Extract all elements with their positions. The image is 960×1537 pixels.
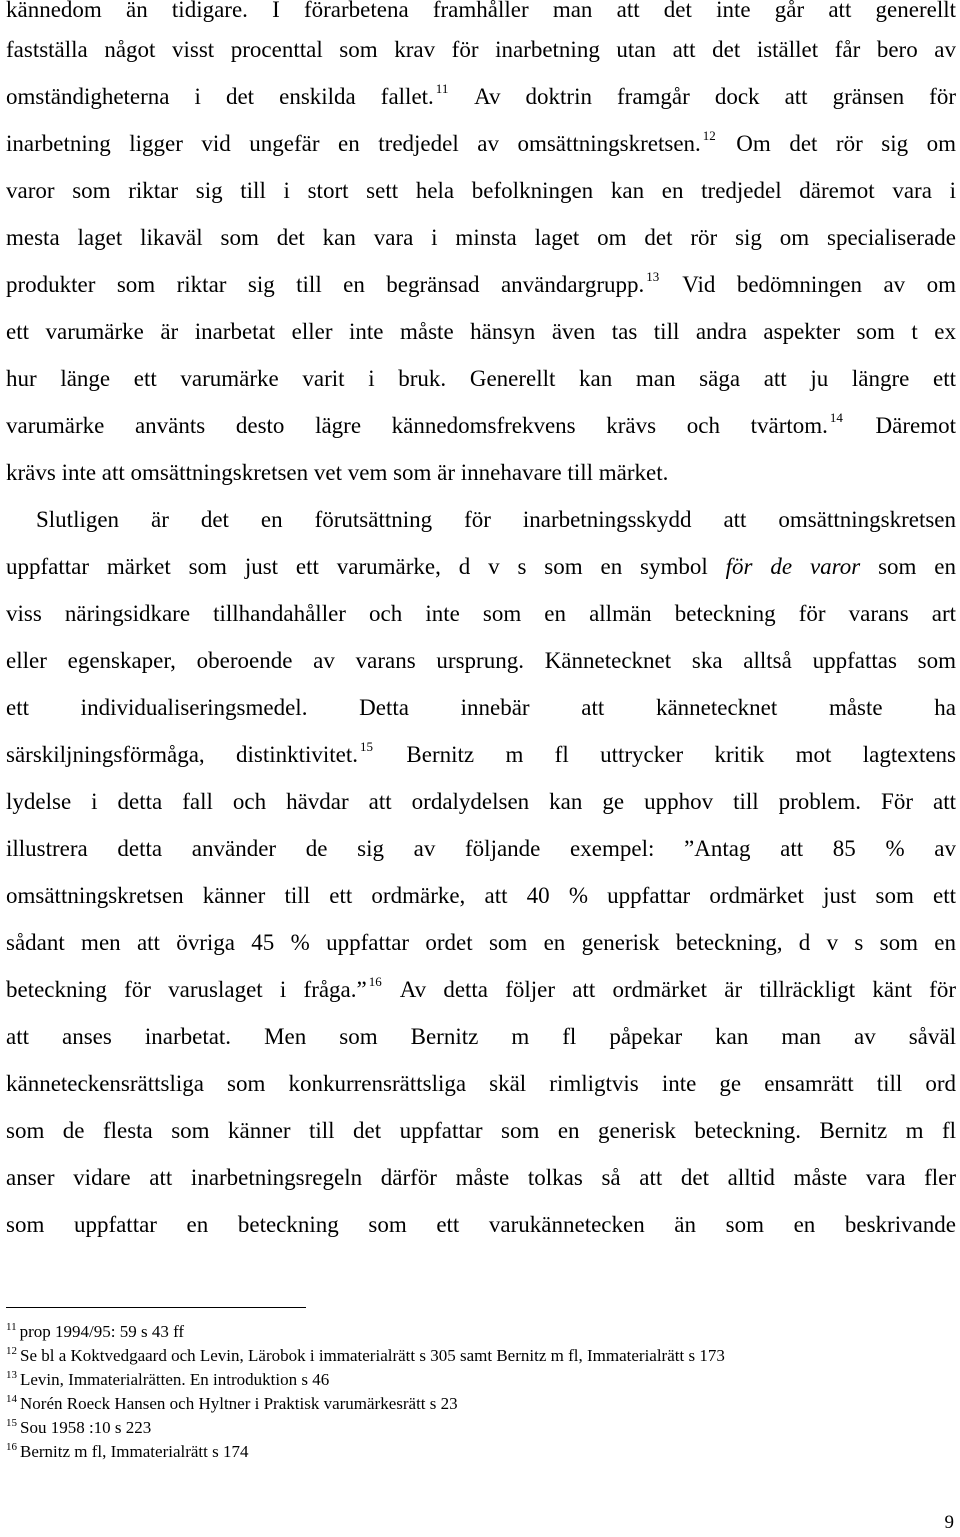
text-line: viss näringsidkare tillhandahåller och inte som en allmän beteckning för varans art	[6, 601, 956, 626]
text-line: uppfattar märket som just ett varumärke, d v s som en symbol för de varor som en	[6, 554, 956, 579]
footnote-ref-14[interactable]: 14	[829, 410, 843, 425]
body-text	[6, 0, 956, 1248]
text-line: ett individualiseringsmedel. Detta innebär att kännetecknet måste ha	[6, 695, 956, 720]
text-line: anser vidare att inarbetningsregeln därför måste tolkas så att det alltid måste vara fler	[6, 1165, 956, 1190]
text-line: som uppfattar en beteckning som ett varukännetecken än som en beskrivande	[6, 1212, 956, 1237]
footnotes	[6, 1320, 956, 1464]
footnote-separator	[6, 1307, 306, 1308]
footnote-text: Norén Roeck Hansen och Hyltner i Praktisk varumärkesrätt s 23	[20, 1394, 458, 1413]
footnote-number: 15	[6, 1417, 17, 1429]
paragraph-2	[6, 496, 956, 1248]
text-line: ett varumärke är inarbetat eller inte måste hänsyn även tas till andra aspekter som t ex	[6, 319, 956, 344]
text-line: sådant men att övriga 45 % uppfattar ordet som en generisk beteckning, d v s som en	[6, 930, 956, 955]
footnote-ref-11[interactable]: 11	[435, 81, 449, 96]
footnote-item	[6, 1320, 956, 1344]
text-line: att anses inarbetat. Men som Bernitz m fl påpekar kan man av såväl	[6, 1024, 956, 1049]
footnote-item	[6, 1368, 956, 1392]
text-line: fastställa något visst procenttal som krav för inarbetning utan att det istället får bero av	[6, 37, 956, 62]
text-line: inarbetning ligger vid ungefär en tredjedel av omsättningskretsen. $^{12}$ Om det rör sig om	[6, 128, 956, 156]
footnote-ref-16[interactable]: 16	[368, 974, 382, 989]
text-line: hur länge ett varumärke varit i bruk. Generellt kan man säga att ju längre ett	[6, 366, 956, 391]
text-line: som de flesta som känner till det uppfattar som en generisk beteckning. Bernitz m fl	[6, 1118, 956, 1143]
footnote-number: 14	[6, 1393, 17, 1405]
footnote-number: 11	[6, 1321, 17, 1333]
text-line: beteckning för varuslaget i fråga.” $^{16}$ Av detta följer att ordmärket är tillräckligt känt för	[6, 974, 957, 1002]
footnote-text: Bernitz m fl, Immaterialrätt s 174	[20, 1442, 249, 1461]
footnote-text: prop 1994/95: 59 s 43 ff	[19, 1322, 185, 1341]
text-line: krävs inte att omsättningskretsen vet vem som är innehavare till märket.	[6, 460, 669, 485]
footnote-number: 12	[6, 1345, 17, 1357]
text-line: eller egenskaper, oberoende av varans ursprung. Kännetecknet ska alltså uppfattas som	[6, 648, 956, 673]
text-line: varumärke använts desto lägre kännedomsfrekvens krävs och tvärtom. $^{14}$ Däremot	[6, 410, 957, 438]
text-line: varor som riktar sig till i stort sett hela befolkningen kan en tredjedel däremot vara i	[6, 178, 956, 203]
text-line: känneteckensrättsliga som konkurrensrättsliga skäl rimligtvis inte ge ensamrätt till ord	[6, 1071, 956, 1096]
text-line: mesta laget likaväl som det kan vara i minsta laget om det rör sig om specialiserade	[6, 225, 956, 250]
footnote-text: Sou 1958 :10 s 223	[20, 1418, 152, 1437]
footnote-ref-13[interactable]: 13	[646, 269, 660, 284]
text-line: illustrera detta använder de sig av följande exempel: ”Antag att 85 % av	[6, 836, 956, 861]
text-line: kännedom än tidigare. I förarbetena framhåller man att det inte går att generellt	[6, 0, 956, 22]
footnote-ref-15[interactable]: 15	[360, 739, 374, 754]
emphasis-text: för de varor	[725, 554, 861, 579]
footnote-item	[6, 1392, 956, 1416]
footnote-item	[6, 1416, 956, 1440]
footnote-text: Levin, Immaterialrätten. En introduktion s 46	[20, 1370, 330, 1389]
footnote-number: 13	[6, 1369, 17, 1381]
text-line: omständigheterna i det enskilda fallet. $^{11}$ Av doktrin framgår dock att gränsen för	[6, 81, 956, 109]
footnote-ref-12[interactable]: 12	[702, 128, 716, 143]
footnote-number: 16	[6, 1441, 17, 1453]
text-line: lydelse i detta fall och hävdar att ordalydelsen kan ge upphov till problem. För att	[6, 789, 956, 814]
text-line: Slutligen är det en förutsättning för inarbetningsskydd att omsättningskretsen	[36, 507, 956, 532]
footnote-item	[6, 1440, 956, 1464]
footnote-text: Se bl a Koktvedgaard och Levin, Lärobok i immaterialrätt s 305 samt Bernitz m fl, Immaterialrätt s 173	[20, 1346, 725, 1365]
text-line: omsättningskretsen känner till ett ordmärke, att 40 % uppfattar ordmärket just som ett	[6, 883, 956, 908]
footnote-item	[6, 1344, 956, 1368]
text-line: produkter som riktar sig till en begränsad användargrupp. $^{13}$ Vid bedömningen av om	[6, 269, 956, 297]
text-line: särskiljningsförmåga, distinktivitet. $^{15}$ Bernitz m fl uttrycker kritik mot lagtextens	[6, 739, 957, 767]
page-number: 9	[944, 1512, 954, 1533]
paragraph-1	[6, 0, 956, 496]
